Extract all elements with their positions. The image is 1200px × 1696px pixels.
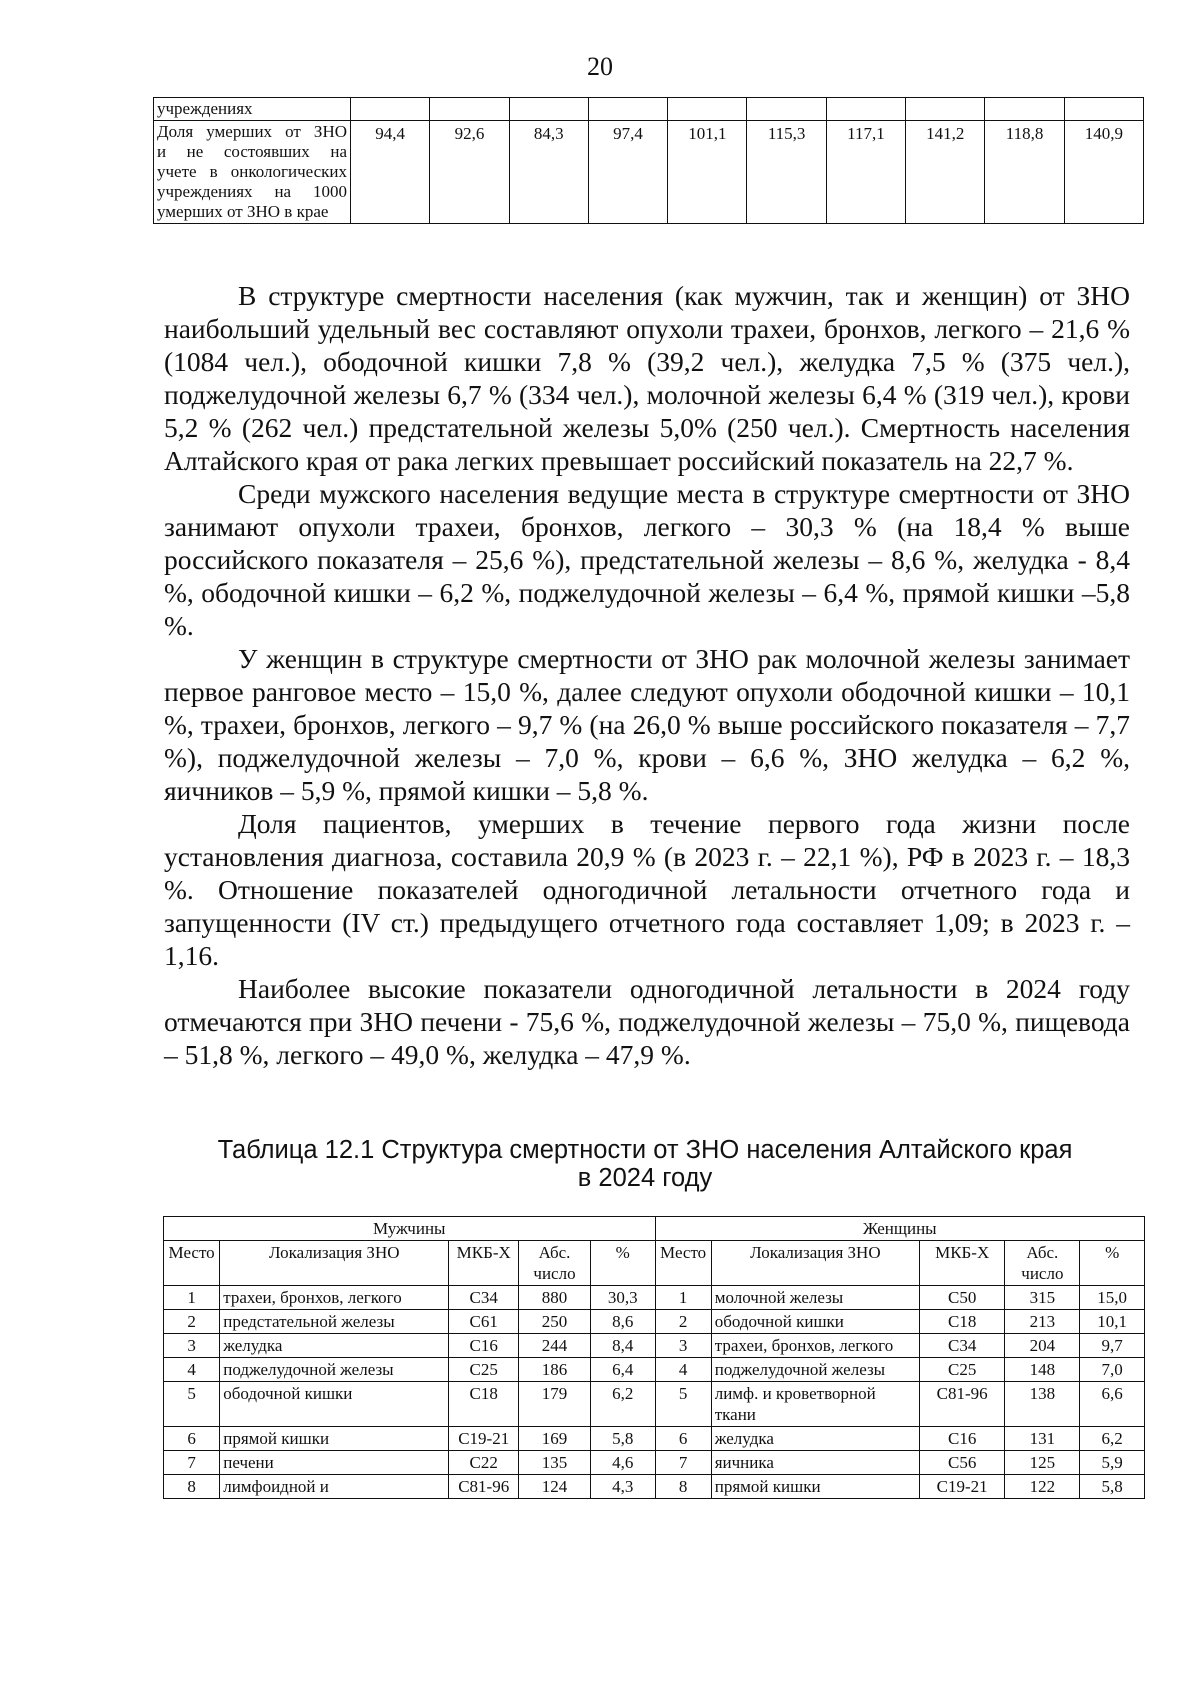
men-icd-cell: C34 — [449, 1286, 519, 1310]
men-abs-cell: 135 — [519, 1451, 591, 1475]
women-icd-cell: C50 — [919, 1286, 1004, 1310]
paragraph: Среди мужского населения ведущие места в структуре смертности от ЗНО занимают опухоли трахеи, бронхов, легкого – 30,3 % (на 18,4 % выше российского показателя – 25,6 %), предстательной железы – 8,6 %, желудка - 8,4 %, ободочной кишки – 6,2 %, поджелудочной железы – 6,4 %, прямой кишки –5,8 %. — [164, 478, 1130, 641]
women-icd-cell: C18 — [919, 1310, 1004, 1334]
men-percent-cell: 8,4 — [590, 1334, 655, 1358]
table-caption-line: Таблица 12.1 Структура смертности от ЗНО населения Алтайского края — [217, 1136, 1073, 1164]
men-localization-cell: поджелудочной железы — [220, 1358, 449, 1382]
structure-table-row — [164, 1475, 1145, 1499]
structure-table-body — [164, 1286, 1145, 1499]
men-abs-cell: 169 — [519, 1427, 591, 1451]
structure-table-row — [164, 1310, 1145, 1334]
women-localization-cell: трахеи, бронхов, легкого — [711, 1334, 919, 1358]
structure-table-group-row — [164, 1217, 1145, 1241]
women-abs-cell: 125 — [1005, 1451, 1080, 1475]
women-localization-cell: яичника — [711, 1451, 919, 1475]
structure-table — [163, 1216, 1145, 1499]
men-icd-cell: C19-21 — [449, 1427, 519, 1451]
women-percent-cell: 6,2 — [1080, 1427, 1145, 1451]
women-abs-cell: 122 — [1005, 1475, 1080, 1499]
women-localization-cell: лимф. и кроветворной ткани — [711, 1382, 919, 1427]
col-percent: % — [1080, 1241, 1145, 1286]
women-icd-cell: C16 — [919, 1427, 1004, 1451]
women-localization-cell: молочной железы — [711, 1286, 919, 1310]
col-place: Место — [164, 1241, 220, 1286]
men-place-cell: 1 — [164, 1286, 220, 1310]
women-place-cell: 5 — [655, 1382, 711, 1427]
women-icd-cell: C19-21 — [919, 1475, 1004, 1499]
men-localization-cell: предстательной железы — [220, 1310, 449, 1334]
men-percent-cell: 30,3 — [590, 1286, 655, 1310]
women-abs-cell: 315 — [1005, 1286, 1080, 1310]
top-table-value: 115,3 — [747, 121, 826, 224]
paragraph: В структуре смертности населения (как мужчин, так и женщин) от ЗНО наибольший удельный вес составляют опухоли трахеи, бронхов, легкого – 21,6 % (1084 чел.), ободочной кишки 7,8 % (39,2 чел.), желудка 7,5 % (375 чел.), поджелудочной железы 6,7 % (334 чел.), молочной железы 6,4 % (319 чел.), крови 5,2 % (262 чел.) предстательной железы 5,0% (250 чел.). Смертность населения Алтайского края от рака легких превышает российский показатель на 22,7 %. — [164, 280, 1130, 476]
men-icd-cell: C61 — [449, 1310, 519, 1334]
structure-table-row — [164, 1334, 1145, 1358]
men-localization-cell: прямой кишки — [220, 1427, 449, 1451]
men-icd-cell: C22 — [449, 1451, 519, 1475]
men-percent-cell: 6,4 — [590, 1358, 655, 1382]
paragraph: У женщин в структуре смертности от ЗНО рак молочной железы занимает первое ранговое место – 15,0 %, далее следуют опухоли ободочной кишки – 10,1 %, трахеи, бронхов, легкого – 9,7 % (на 26,0 % выше российского показателя – 7,7 %), поджелудочной железы – 7,0 %, крови – 6,6 %, ЗНО желудка – 6,2 %, яичников – 5,9 %, прямой кишки – 5,8 %. — [164, 643, 1130, 806]
label-line: учете в онкологических — [157, 162, 347, 181]
table-caption-line: в 2024 году — [577, 1164, 713, 1192]
men-place-cell: 4 — [164, 1358, 220, 1382]
women-percent-cell: 6,6 — [1080, 1382, 1145, 1427]
women-localization-cell: прямой кишки — [711, 1475, 919, 1499]
men-localization-cell: ободочной кишки — [220, 1382, 449, 1427]
top-table-row-label — [154, 121, 351, 224]
top-table-header-row — [154, 98, 1144, 121]
men-localization-cell: печени — [220, 1451, 449, 1475]
women-place-cell: 3 — [655, 1334, 711, 1358]
top-table-value: 92,6 — [430, 121, 509, 224]
structure-table-row — [164, 1286, 1145, 1310]
women-icd-cell: C25 — [919, 1358, 1004, 1382]
men-percent-cell: 4,6 — [590, 1451, 655, 1475]
women-percent-cell: 5,8 — [1080, 1475, 1145, 1499]
col-localization: Локализация ЗНО — [711, 1241, 919, 1286]
women-localization-cell: поджелудочной железы — [711, 1358, 919, 1382]
top-table — [153, 97, 1144, 224]
men-localization-cell: желудка — [220, 1334, 449, 1358]
structure-table-row — [164, 1358, 1145, 1382]
women-localization-cell: ободочной кишки — [711, 1310, 919, 1334]
women-place-cell: 6 — [655, 1427, 711, 1451]
women-place-cell: 1 — [655, 1286, 711, 1310]
men-icd-cell: C18 — [449, 1382, 519, 1427]
women-abs-cell: 213 — [1005, 1310, 1080, 1334]
women-percent-cell: 9,7 — [1080, 1334, 1145, 1358]
men-place-cell: 7 — [164, 1451, 220, 1475]
men-abs-cell: 244 — [519, 1334, 591, 1358]
label-line: учреждениях на 1000 — [157, 182, 347, 201]
men-header: Мужчины — [164, 1217, 656, 1241]
women-percent-cell: 7,0 — [1080, 1358, 1145, 1382]
body-text — [164, 279, 1130, 1071]
men-abs-cell: 250 — [519, 1310, 591, 1334]
structure-table-row — [164, 1451, 1145, 1475]
men-place-cell: 3 — [164, 1334, 220, 1358]
col-localization: Локализация ЗНО — [220, 1241, 449, 1286]
men-percent-cell: 8,6 — [590, 1310, 655, 1334]
women-localization-cell: желудка — [711, 1427, 919, 1451]
label-line: Доля умерших от ЗНО — [157, 122, 347, 141]
label-line: умерших от ЗНО в крае — [157, 202, 329, 221]
men-icd-cell: C16 — [449, 1334, 519, 1358]
women-icd-cell: C56 — [919, 1451, 1004, 1475]
women-place-cell: 7 — [655, 1451, 711, 1475]
women-percent-cell: 10,1 — [1080, 1310, 1145, 1334]
table-caption — [150, 1136, 1140, 1192]
men-icd-cell: C81-96 — [449, 1475, 519, 1499]
structure-table-row — [164, 1382, 1145, 1427]
women-place-cell: 2 — [655, 1310, 711, 1334]
col-percent: % — [590, 1241, 655, 1286]
women-abs-cell: 138 — [1005, 1382, 1080, 1427]
women-abs-cell: 131 — [1005, 1427, 1080, 1451]
top-table-value: 97,4 — [588, 121, 667, 224]
women-icd-cell: C81-96 — [919, 1382, 1004, 1427]
men-place-cell: 5 — [164, 1382, 220, 1427]
men-abs-cell: 124 — [519, 1475, 591, 1499]
men-abs-cell: 880 — [519, 1286, 591, 1310]
top-table-value: 101,1 — [668, 121, 747, 224]
col-abs: Абс. число — [1005, 1241, 1080, 1286]
structure-table-header-row — [164, 1241, 1145, 1286]
women-abs-cell: 148 — [1005, 1358, 1080, 1382]
col-place: Место — [655, 1241, 711, 1286]
men-abs-cell: 186 — [519, 1358, 591, 1382]
women-place-cell: 8 — [655, 1475, 711, 1499]
women-percent-cell: 5,9 — [1080, 1451, 1145, 1475]
men-percent-cell: 5,8 — [590, 1427, 655, 1451]
top-table-value: 94,4 — [351, 121, 430, 224]
col-icd: МКБ-Х — [919, 1241, 1004, 1286]
col-icd: МКБ-Х — [449, 1241, 519, 1286]
women-icd-cell: C34 — [919, 1334, 1004, 1358]
top-table-value: 141,2 — [906, 121, 985, 224]
men-place-cell: 6 — [164, 1427, 220, 1451]
women-place-cell: 4 — [655, 1358, 711, 1382]
top-table-value: 118,8 — [985, 121, 1064, 224]
men-localization-cell: трахеи, бронхов, легкого — [220, 1286, 449, 1310]
women-header: Женщины — [655, 1217, 1145, 1241]
label-line: и не состоявших на — [157, 142, 347, 161]
paragraph: Наиболее высокие показатели одногодичной летальности в 2024 году отмечаются при ЗНО печени - 75,6 %, поджелудочной железы – 75,0 %, пищевода – 51,8 %, легкого – 49,0 %, желудка – 47,9 %. — [164, 973, 1130, 1070]
top-table-value: 140,9 — [1064, 121, 1143, 224]
top-table-row — [154, 121, 1144, 224]
men-place-cell: 2 — [164, 1310, 220, 1334]
men-icd-cell: C25 — [449, 1358, 519, 1382]
women-percent-cell: 15,0 — [1080, 1286, 1145, 1310]
men-percent-cell: 6,2 — [590, 1382, 655, 1427]
men-place-cell: 8 — [164, 1475, 220, 1499]
women-abs-cell: 204 — [1005, 1334, 1080, 1358]
structure-table-row — [164, 1427, 1145, 1451]
top-table-value: 84,3 — [509, 121, 588, 224]
top-table-header-label: учреждениях — [154, 98, 351, 121]
top-table-value: 117,1 — [826, 121, 905, 224]
men-localization-cell: лимфоидной и — [220, 1475, 449, 1499]
men-abs-cell: 179 — [519, 1382, 591, 1427]
men-percent-cell: 4,3 — [590, 1475, 655, 1499]
paragraph: Доля пациентов, умерших в течение первого года жизни после установления диагноза, составила 20,9 % (в 2023 г. – 22,1 %), РФ в 2023 г. – 18,3 %. Отношение показателей одногодичной летальности отчетного года и запущенности (IV ст.) предыдущего отчетного года составляет 1,09; в 2023 г. – 1,16. — [164, 808, 1130, 971]
page-number: 20 — [587, 52, 613, 81]
col-abs: Абс. число — [519, 1241, 591, 1286]
